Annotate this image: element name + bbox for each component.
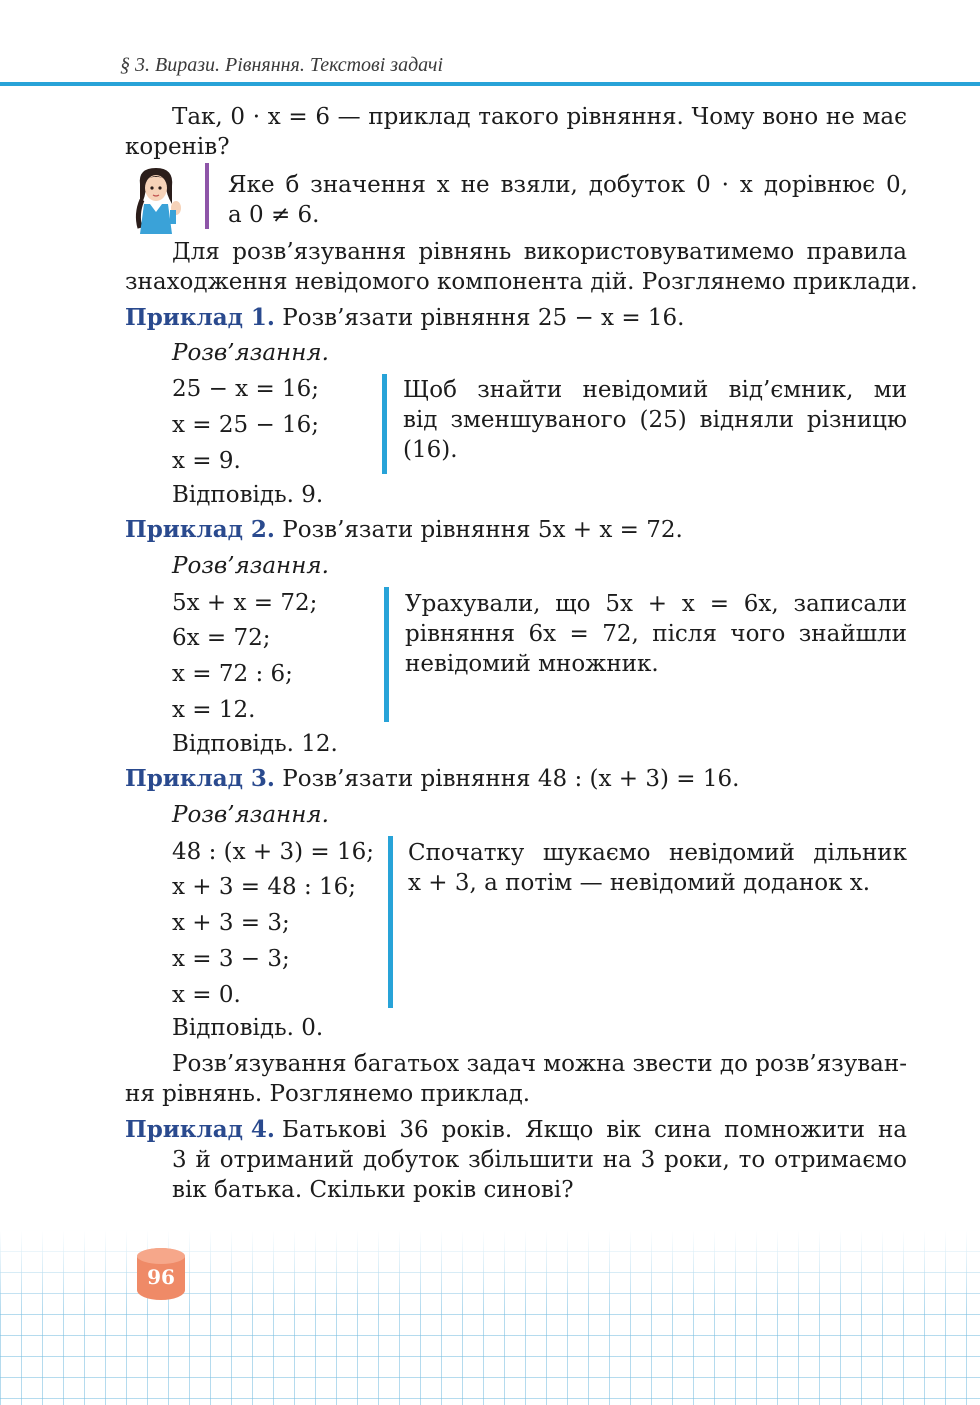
example-4-label: Приклад 4. — [125, 1116, 275, 1143]
example-2-note-line-3: невідомий множник. — [405, 651, 659, 677]
example-1-note-line-3: (16). — [403, 437, 458, 463]
example-1-answer: Відповідь. 9. — [172, 482, 324, 508]
example-2-note-bar — [384, 587, 389, 722]
example-1-solution-title: Розв’язання. — [172, 340, 329, 366]
example-3-step-5: x = 0. — [172, 982, 241, 1008]
example-2-step-4: x = 12. — [172, 697, 256, 723]
page-badge-top — [137, 1248, 185, 1264]
example-2-note-line-1: Урахували, що 5x + x = 6x, записали — [405, 591, 907, 617]
tasks-line-1: Розв’язування багатьох задач можна звести до розв’язуван- — [172, 1051, 907, 1077]
rules-line-2: знаходження невідомого компонента дій. Розглянемо приклади. — [125, 269, 918, 295]
example-3-note-line-1: Спочатку шукаємо невідомий дільник — [408, 840, 907, 866]
girl-illustration-icon — [126, 164, 186, 234]
example-1-heading — [125, 303, 684, 333]
example-1-step-3: x = 9. — [172, 448, 241, 474]
example-1-task: Розв’язати рівняння 25 − x = 16. — [282, 305, 685, 331]
example-3-step-1: 48 : (x + 3) = 16; — [172, 839, 374, 865]
page-number-badge — [137, 1248, 185, 1300]
example-2-label: Приклад 2. — [125, 516, 275, 543]
example-4-heading — [125, 1115, 907, 1145]
example-3-step-3: x + 3 = 3; — [172, 910, 290, 936]
girl-note-line-1: Яке б значення x не взяли, добуток 0 · x дорівнює 0, — [228, 172, 908, 198]
intro-line-1: Так, 0 · x = 6 — приклад такого рівняння. Чому воно не має — [172, 104, 907, 130]
example-3-heading — [125, 764, 739, 794]
example-3-note-bar — [388, 836, 393, 1008]
example-2-step-1: 5x + x = 72; — [172, 590, 318, 616]
example-2-step-2: 6x = 72; — [172, 625, 271, 651]
example-2-step-3: x = 72 : 6; — [172, 661, 293, 687]
example-2-heading — [125, 515, 683, 545]
example-2-note-line-2: рівняння 6x = 72, після чого знайшли — [405, 621, 907, 647]
example-1-note-line-2: від зменшуваного (25) відняли різницю — [403, 407, 907, 433]
section-title: § 3. Вирази. Рівняння. Текстові задачі — [120, 54, 444, 76]
example-3-answer: Відповідь. 0. — [172, 1015, 324, 1041]
girl-note-line-2: а 0 ≠ 6. — [228, 202, 320, 228]
example-3-solution-title: Розв’язання. — [172, 802, 329, 828]
rules-line-1: Для розв’язування рівнянь використовуватимемо правила — [172, 239, 907, 265]
example-2-task: Розв’язати рівняння 5x + x = 72. — [282, 517, 683, 543]
example-3-step-2: x + 3 = 48 : 16; — [172, 874, 357, 900]
example-3-step-4: x = 3 − 3; — [172, 946, 290, 972]
intro-line-2: коренів? — [125, 134, 230, 160]
example-2-solution-title: Розв’язання. — [172, 553, 329, 579]
example-2-answer: Відповідь. 12. — [172, 731, 338, 757]
header-rule — [0, 82, 980, 86]
example-1-note-line-1: Щоб знайти невідомий від’ємник, ми — [403, 377, 907, 403]
example-3-task: Розв’язати рівняння 48 : (x + 3) = 16. — [282, 766, 740, 792]
example-1-label: Приклад 1. — [125, 304, 275, 331]
example-4-line-3: вік батька. Скільки років синові? — [172, 1177, 574, 1203]
example-4-line-2: 3 й отриманий добуток збільшити на 3 роки, то отримаємо — [172, 1147, 907, 1173]
example-3-label: Приклад 3. — [125, 765, 275, 792]
page-header — [0, 0, 980, 86]
example-3-note-line-2: x + 3, а потім — невідомий доданок x. — [408, 870, 871, 896]
tasks-line-2: ня рівнянь. Розглянемо приклад. — [125, 1081, 531, 1107]
girl-note-bar — [205, 163, 209, 229]
example-4-line-1: Батькові 36 років. Якщо вік сина помножити на — [282, 1117, 907, 1143]
example-1-step-1: 25 − x = 16; — [172, 376, 320, 402]
example-1-note-bar — [382, 374, 387, 474]
page-number: 96 — [147, 1265, 175, 1289]
example-1-step-2: x = 25 − 16; — [172, 412, 320, 438]
